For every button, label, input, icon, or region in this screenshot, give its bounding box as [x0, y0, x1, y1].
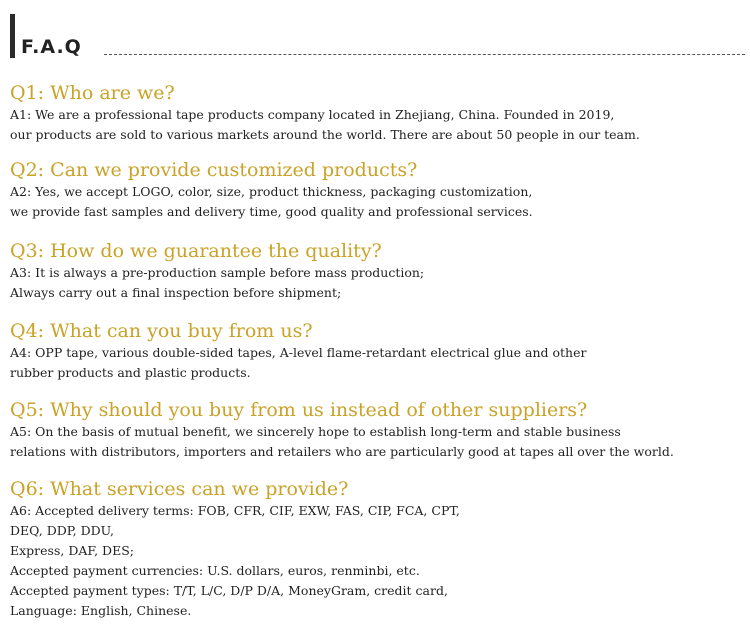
- page-title: F.A.Q: [21, 36, 82, 58]
- faq-question: Q2: Can we provide customized products?: [10, 159, 418, 181]
- answer-line: A1: We are a professional tape products company located in Zhejiang, China. Founded in 2019,: [10, 107, 615, 122]
- faq-item-3: [10, 240, 745, 303]
- answer-line: we provide fast samples and delivery time, good quality and professional services.: [10, 204, 533, 219]
- faq-question: Q5: Why should you buy from us instead of other suppliers?: [10, 399, 588, 421]
- faq-question: Q4: What can you buy from us?: [10, 320, 313, 342]
- answer-line: relations with distributors, importers and retailers who are particularly good at tapes all over the world.: [10, 444, 674, 459]
- answer-line: A4: OPP tape, various double-sided tapes, A-level flame-retardant electrical glue and other: [10, 345, 587, 360]
- header-dashed-divider: [104, 54, 745, 55]
- faq-answer: [10, 182, 745, 222]
- answer-line: A3: It is always a pre-production sample before mass production;: [10, 265, 425, 280]
- faq-question: Q1: Who are we?: [10, 82, 175, 104]
- answer-line: Always carry out a final inspection before shipment;: [10, 285, 342, 300]
- faq-question: Q6: What services can we provide?: [10, 478, 349, 500]
- answer-line: A2: Yes, we accept LOGO, color, size, product thickness, packaging customization,: [10, 184, 533, 199]
- answer-line: A5: On the basis of mutual benefit, we sincerely hope to establish long-term and stable business: [10, 424, 621, 439]
- faq-item-2: [10, 159, 745, 222]
- header-accent-bar: [10, 14, 15, 58]
- answer-line: Accepted payment currencies: U.S. dollars, euros, renminbi, etc.: [10, 563, 420, 578]
- answer-line: Accepted payment types: T/T, L/C, D/P D/A, MoneyGram, credit card,: [10, 583, 448, 598]
- faq-header: [10, 6, 745, 60]
- faq-item-6: [10, 478, 745, 621]
- answer-line: rubber products and plastic products.: [10, 365, 251, 380]
- faq-item-5: [10, 399, 745, 462]
- faq-question: Q3: How do we guarantee the quality?: [10, 240, 382, 262]
- answer-line: Express, DAF, DES;: [10, 543, 134, 558]
- faq-answer: [10, 263, 745, 303]
- faq-item-4: [10, 320, 745, 383]
- answer-line: our products are sold to various markets around the world. There are about 50 people in our team.: [10, 127, 640, 142]
- answer-line: A6: Accepted delivery terms: FOB, CFR, CIF, EXW, FAS, CIP, FCA, CPT,: [10, 503, 460, 518]
- faq-answer: [10, 343, 745, 383]
- faq-answer: [10, 422, 745, 462]
- answer-line: Language: English, Chinese.: [10, 603, 192, 618]
- faq-answer: [10, 501, 745, 621]
- faq-item-1: [10, 82, 745, 145]
- faq-answer: [10, 105, 745, 145]
- answer-line: DEQ, DDP, DDU,: [10, 523, 114, 538]
